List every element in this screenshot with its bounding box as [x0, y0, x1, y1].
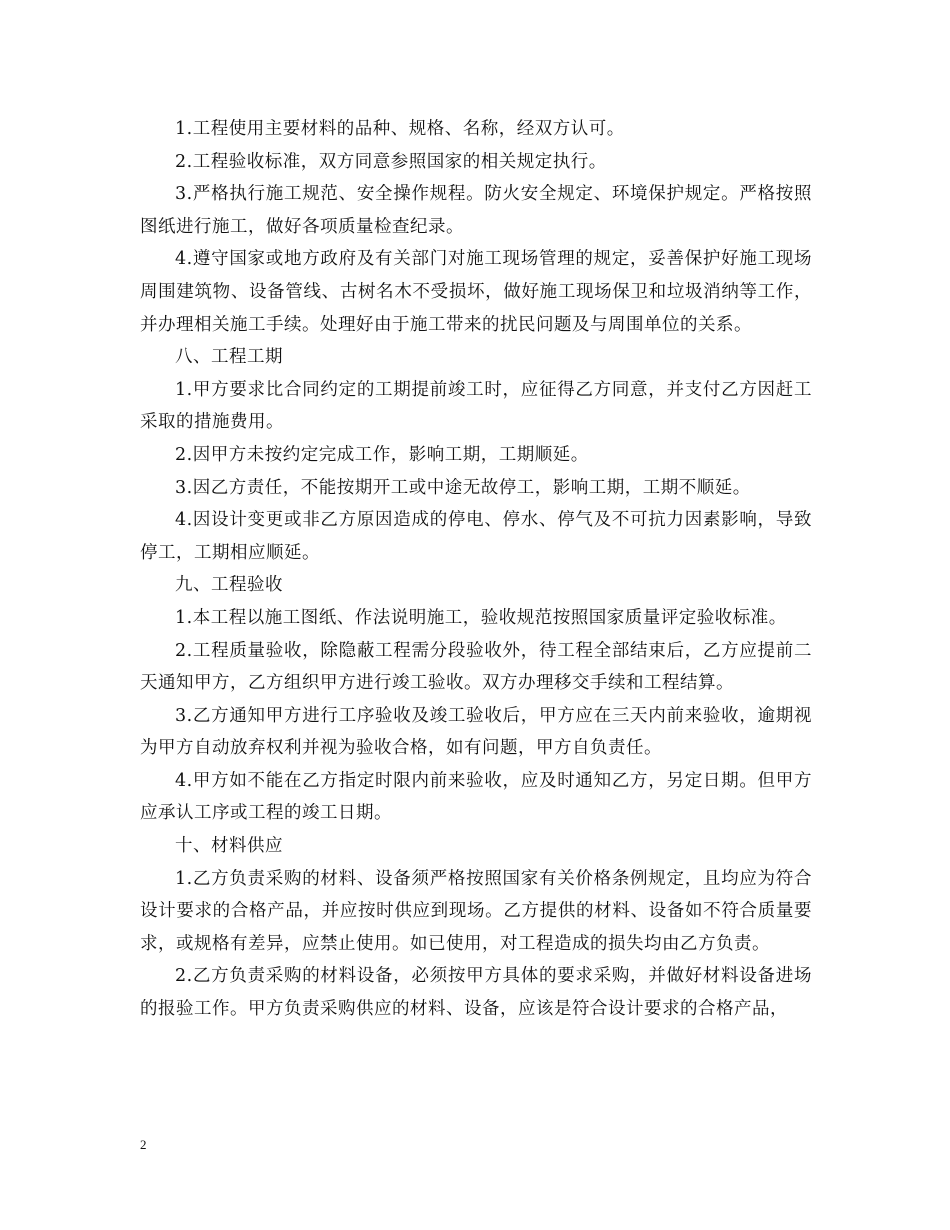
section-heading-schedule: 八、工程工期: [175, 347, 283, 368]
page-number: 2: [140, 1137, 147, 1152]
paragraph-party-a-delay: 2.因甲方未按约定完成工作，影响工期，工期顺延。: [175, 444, 589, 465]
section-heading-acceptance: 九、工程验收: [175, 575, 283, 596]
document-body: [140, 113, 812, 1026]
paragraph-acceptance-basis: 1.本工程以施工图纸、作法说明施工，验收规范按照国家质量评定验收标准。: [175, 607, 787, 628]
paragraph-materials-approval: 1.工程使用主要材料的品种、规格、名称，经双方认可。: [175, 119, 625, 139]
paragraph-site-management: 4.遵守国家或地方政府及有关部门对施工现场管理的规定，妥善保护好施工现场周围建筑物、设备管线、古树名木不受损坏，做好施工现场保卫和垃圾消纳等工作，并办理相关施工手续。处理好由于施工带来的扰民问题及与周围单位的关系。: [140, 249, 812, 335]
paragraph-quality-acceptance: 2.工程质量验收，除隐蔽工程需分段验收外，待工程全部结束后，乙方应提前二天通知甲方，乙方组织甲方进行竣工验收。双方办理移交手续和工程结算。: [140, 640, 812, 694]
paragraph-construction-norms: 3.严格执行施工规范、安全操作规程。防火安全规定、环境保护规定。严格按照图纸进行施工，做好各项质量检查纪录。: [140, 184, 812, 237]
section-heading-materials: 十、材料供应: [175, 836, 283, 857]
paragraph-force-majeure: 4.因设计变更或非乙方原因造成的停电、停水、停气及不可抗力因素影响，导致停工，工期相应顺延。: [140, 510, 812, 563]
paragraph-material-procurement: 2.乙方负责采购的材料设备，必须按甲方具体的要求采购，并做好材料设备进场的报验工作。甲方负责采购供应的材料、设备，应该是符合设计要求的合格产品，: [140, 966, 812, 1020]
paragraph-acceptance-deadline: 3.乙方通知甲方进行工序验收及竣工验收后，甲方应在三天内前来验收，逾期视为甲方自动放弃权利并视为验收合格，如有问题，甲方自负责任。: [140, 705, 812, 759]
paragraph-party-b-materials: 1.乙方负责采购的材料、设备须严格按照国家有关价格条例规定，且均应为符合设计要求的合格产品，并应按时供应到现场。乙方提供的材料、设备如不符合质量要求，或规格有差异，应禁止使用。如已使用，对工程造成的损失均由乙方负责。: [140, 868, 812, 954]
paragraph-reschedule-acceptance: 4.甲方如不能在乙方指定时限内前来验收，应及时通知乙方，另定日期。但甲方应承认工序或工程的竣工日期。: [140, 770, 812, 824]
paragraph-party-b-delay: 3.因乙方责任，不能按期开工或中途无故停工，影响工期，工期不顺延。: [175, 477, 751, 498]
paragraph-early-completion: 1.甲方要求比合同约定的工期提前竣工时，应征得乙方同意，并支付乙方因赶工采取的措施费用。: [140, 379, 812, 433]
paragraph-acceptance-standard: 2.工程验收标准，双方同意参照国家的相关规定执行。: [175, 151, 607, 172]
